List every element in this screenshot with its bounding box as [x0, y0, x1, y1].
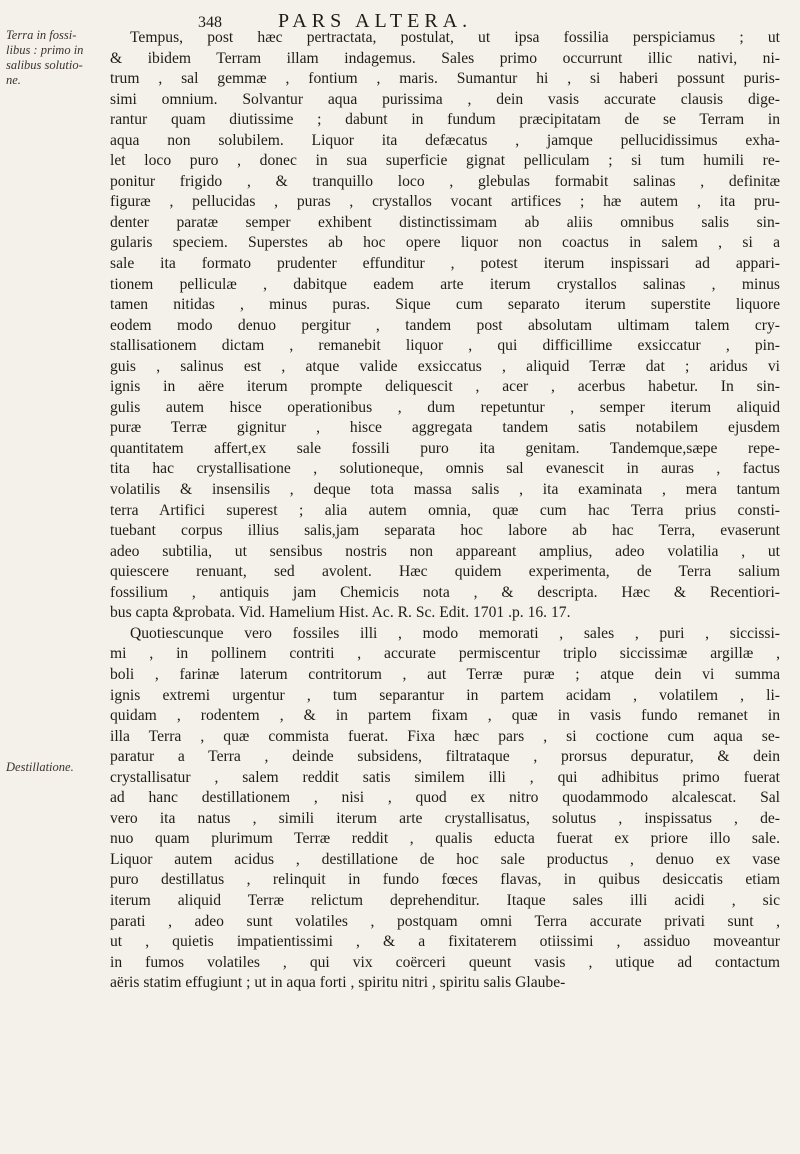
- text-line: figuræ , pellucidas , puras , crystallos vocant artifices ; hæ autem , ita pru-: [110, 193, 780, 211]
- margin-note-text: Destillatione.: [6, 760, 74, 774]
- text-line: vero ita natus , simili iterum arte crystallisatus, solutus , inspissatus , de-: [110, 809, 780, 827]
- text-line: parati , adeo sunt volatiles , postquam omni Terra accurate privati sunt ,: [110, 912, 780, 930]
- text-line: Quotiescunque vero fossiles illi , modo memorati , sales , puri , siccissi-: [130, 624, 780, 642]
- text-line: bus capta &probata. Vid. Hamelium Hist. Ac. R. Sc. Edit. 1701 .p. 16. 17.: [110, 604, 571, 622]
- text-line: volatilis & insensilis , deque tota massa salis , ita examinata , mera tantum: [110, 481, 780, 499]
- text-line: puro destillatus , relinquit in fundo fœces flavas, in quibus desiccatis etiam: [110, 871, 780, 889]
- text-line: quiescere renuant, sed avolent. Hæc quidem experimenta, de Terra salium: [110, 563, 780, 581]
- text-line: guis , salinus est , atque valide exsiccatus , aliquid Terræ dat ; aridus vi: [110, 357, 780, 375]
- paragraph-2: [110, 624, 780, 994]
- text-line: fossilium , antiquis jam Chemicis nota , & descripta. Hæc & Recentiori-: [110, 583, 780, 601]
- paragraph-1: [110, 28, 780, 624]
- text-line: tita hac crystallisatione , solutioneque, omnis sal evanescit in auras , factus: [110, 460, 780, 478]
- text-line: nuo quam plurimum Terræ reddit , qualis educta fuerat ex priore illo sale.: [110, 830, 780, 848]
- text-line: stallisationem dictam , remanebit liquor , qui difficillime exsiccatur , pin-: [110, 337, 780, 355]
- text-line: iterum aliquid Terræ relictum deprehenditur. Itaque sales illi acidi , sic: [110, 891, 780, 909]
- text-line: boli , farinæ laterum contritorum , aut Terræ puræ ; atque dein vi summa: [110, 665, 780, 683]
- text-line: quantitatem affert,ex sale fossili puro ita genitam. Tandemque,sæpe repe-: [110, 439, 780, 457]
- text-line: tamen nitidas , minus puras. Sique cum separato iterum superstite liquore: [110, 296, 780, 314]
- text-line: ponitur frigido , & tranquillo loco , glebulas formabit salinas , definitæ: [110, 172, 780, 190]
- text-line: quidam , rodentem , & in partem fixam , quæ in vasis fundo remanet in: [110, 707, 780, 725]
- text-line: denter paratæ semper exhibent distinctissimam ab aliis omnibus salis sin-: [110, 213, 780, 231]
- margin-note-text: Terra in fossi- libus : primo in salibus solutio- ne.: [6, 28, 84, 87]
- text-line: & ibidem Terram illam indagemus. Sales primo occurrunt illic nativi, ni-: [110, 49, 780, 67]
- text-line: mi , in pollinem contriti , accurate permiscentur triplo siccissimæ argillæ ,: [110, 645, 780, 663]
- text-line: ut , quietis impatientissimi , & a fixitaterem otiissimi , assiduo moveantur: [110, 933, 780, 951]
- text-line: ignis in aëre iterum prompte deliquescit , acer , acerbus habetur. In sin-: [110, 378, 780, 396]
- text-line: puræ Terræ gignitur , hisce aggregata tandem satis notabilem ejusdem: [110, 419, 780, 437]
- text-line: rantur quam diutissime ; dabunt in fundum præcipitatam de se Terram in: [110, 111, 780, 129]
- text-line: Liquor autem acidus , destillatione de hoc sale productus , denuo ex vase: [110, 850, 780, 868]
- running-title: PARS ALTERA.: [278, 10, 473, 32]
- text-line: gularis speciem. Superstes ab hoc opere liquor non coactus in salem , si a: [110, 234, 780, 252]
- body-text: [110, 28, 780, 994]
- text-line: ad hanc destillationem , nisi , quod ex nitro quodammodo alcalescat. Sal: [110, 789, 780, 807]
- text-line: aëris statim effugiunt ; ut in aqua forti , spiritu nitri , spiritu salis Glaube-: [110, 974, 566, 992]
- text-line: sale ita formato prudenter effunditur , potest iterum inspissari ad appari-: [110, 255, 780, 273]
- page-number: 348: [198, 14, 222, 31]
- margin-note-terra: [6, 28, 86, 88]
- text-line: illa Terra , quæ commista fuerat. Fixa hæc pars , si coctione cum aqua se-: [110, 727, 780, 745]
- text-line: tionem pelliculæ , dabitque eadem arte iterum crystallos salinas , minus: [110, 275, 780, 293]
- text-line: Tempus, post hæc pertractata, postulat, ut ipsa fossilia perspiciamus ; ut: [130, 29, 780, 46]
- text-line: let loco puro , donec in sua superficie gignat pelliculam ; si tum humili re-: [110, 152, 780, 170]
- text-line: paratur a Terra , deinde subsidens, filtrataque , prorsus depuratur, & dein: [110, 748, 780, 766]
- text-line: adeo subtilia, ut sensibus nostris non appareant amplius, adeo volatilia , ut: [110, 542, 780, 560]
- text-line: in fumos volatiles , qui vix coërceri queunt vasis , utique ad contactum: [110, 953, 780, 971]
- text-line: gulis autem hisce operationibus , dum repetuntur , semper iterum aliquid: [110, 398, 780, 416]
- text-line: ignis extremi urgentur , tum separantur in partem acidam , volatilem , li-: [110, 686, 780, 704]
- text-line: crystallisatur , salem reddit satis similem illi , qui adhibitus primo fuerat: [110, 768, 780, 786]
- margin-note-destillatione: [6, 760, 86, 775]
- text-line: simi omnium. Solvantur aqua purissima , dein vasis accurate clausis dige-: [110, 90, 780, 108]
- text-line: aqua non solubilem. Liquor ita defæcatus , jamque pellucidissimus exha-: [110, 131, 780, 149]
- text-line: tuebant corpus illius salis,jam separata hoc labore ab hac Terra, evaserunt: [110, 522, 780, 540]
- text-line: terra Artifici superest ; alia autem omnia, quæ cum hac Terra prius consti-: [110, 501, 780, 519]
- text-line: trum , sal gemmæ , fontium , maris. Sumantur hi , si haberi possunt puris-: [110, 70, 780, 88]
- text-line: eodem modo denuo pergitur , tandem post absolutam ultimam talem cry-: [110, 316, 780, 334]
